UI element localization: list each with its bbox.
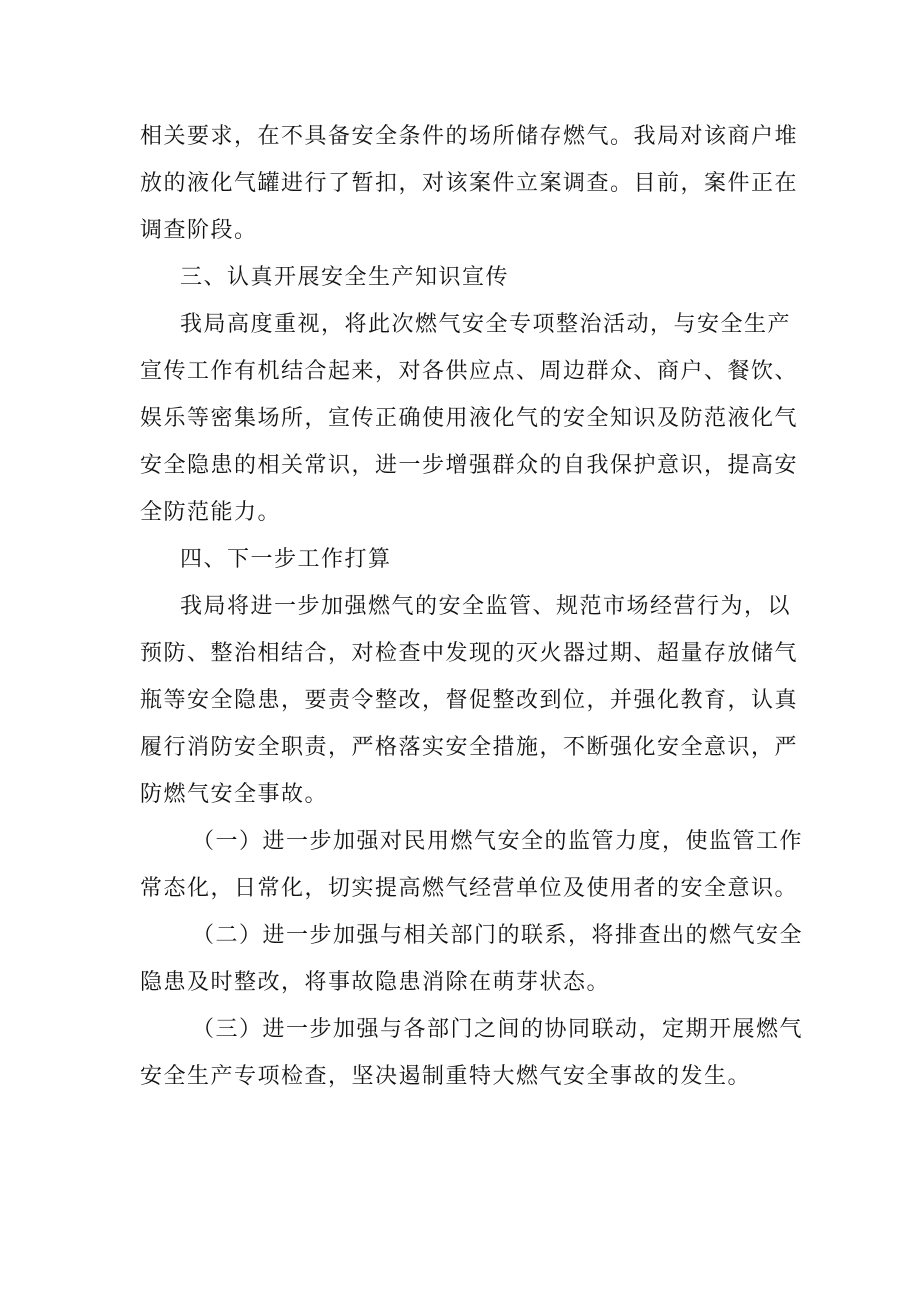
text-line: 防燃气安全事故。 [140, 782, 329, 807]
text-line: 调查阶段。 [140, 218, 258, 243]
text-line: 娱乐等密集场所，宣传正确使用液化气的安全知识及防范液化气 [140, 406, 799, 431]
list-item-3: （三）进一步加强与各部门之间的协同联动，定期开展燃气 [192, 1017, 804, 1042]
list-item-2: （二）进一步加强与相关部门的联系，将排查出的燃气安全 [192, 923, 804, 948]
text-line: 相关要求，在不具备安全条件的场所储存燃气。我局对该商户堆 [140, 124, 799, 149]
text-line: 安全生产专项检查，坚决遏制重特大燃气安全事故的发生。 [140, 1064, 752, 1089]
text-line: 宣传工作有机结合起来，对各供应点、周边群众、商户、餐饮、 [140, 359, 799, 384]
section-heading-3: 三、认真开展安全生产知识宣传 [180, 265, 510, 290]
body-text [140, 113, 804, 1100]
text-line: 放的液化气罐进行了暂扣，对该案件立案调查。目前，案件正在 [140, 171, 799, 196]
text-line: 瓶等安全隐患，要责令整改，督促整改到位，并强化教育，认真 [140, 688, 799, 713]
text-line: 履行消防安全职责，严格落实安全措施，不断强化安全意识，严 [140, 735, 799, 760]
text-line: 隐患及时整改，将事故隐患消除在萌芽状态。 [140, 970, 611, 995]
text-line: 安全隐患的相关常识，进一步增强群众的自我保护意识，提高安 [140, 453, 799, 478]
text-line: 我局高度重视，将此次燃气安全专项整治活动，与安全生产 [180, 312, 792, 337]
text-line: 预防、整治相结合，对检查中发现的灭火器过期、超量存放储气 [140, 641, 799, 666]
list-item-1: （一）进一步加强对民用燃气安全的监管力度，使监管工作 [192, 829, 804, 854]
text-line: 全防范能力。 [140, 500, 282, 525]
text-line: 常态化，日常化，切实提高燃气经营单位及使用者的安全意识。 [140, 876, 799, 901]
section-heading-4: 四、下一步工作打算 [180, 547, 392, 572]
text-line: 我局将进一步加强燃气的安全监管、规范市场经营行为，以 [180, 594, 792, 619]
